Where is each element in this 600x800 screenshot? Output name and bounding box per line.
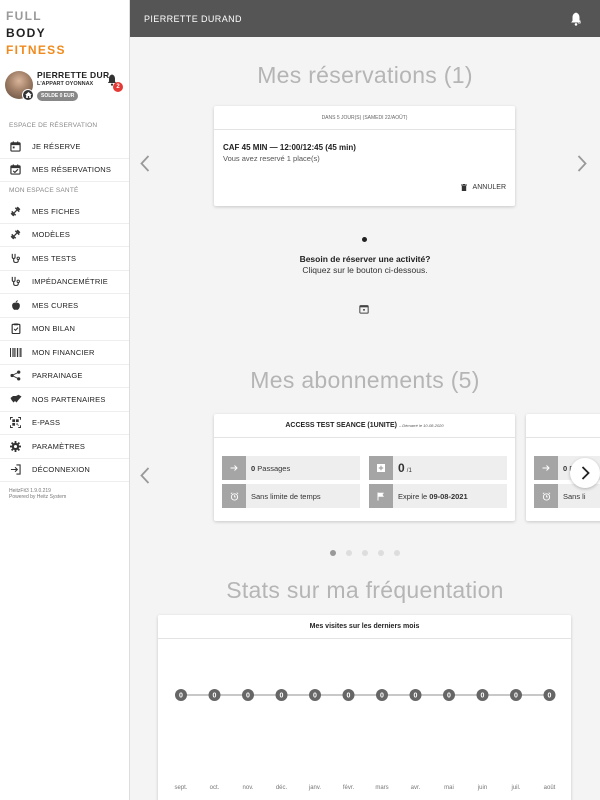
sidebar-item-label: PARAMÈTRES	[32, 441, 86, 451]
alarm-clock-icon	[222, 484, 246, 508]
need-reservation-title: Besoin de réserver une activité?	[299, 254, 431, 264]
pager-dot[interactable]	[362, 550, 368, 556]
notification-badge: 2	[113, 82, 123, 92]
alarm-clock-icon	[534, 484, 558, 508]
passages-value: 0	[563, 463, 568, 473]
data-label: 0	[179, 692, 183, 700]
passages-tile	[222, 456, 360, 480]
sidebar-item-label: MON FINANCIER	[32, 347, 95, 357]
reservation-card[interactable]	[214, 106, 515, 206]
sidebar-item-parrainage[interactable]	[0, 365, 129, 389]
calendar-icon	[9, 140, 22, 153]
sidebar-item-label: MES CURES	[32, 300, 79, 310]
x-tick-label: juin	[477, 785, 488, 791]
count-value: 0	[398, 461, 405, 475]
sidebar-item-impedancemetrie[interactable]	[0, 271, 129, 295]
need-reservation-subtitle: Cliquez sur le bouton ci-dessous.	[302, 265, 428, 275]
brand-line-2: BODY	[6, 26, 46, 40]
chevron-right-icon[interactable]	[577, 155, 587, 177]
topbar-notification-count: 0	[578, 20, 581, 26]
sidebar-item-label: NOS PARTENAIRES	[32, 394, 106, 404]
cancel-label: ANNULER	[472, 184, 506, 191]
profile-name: PIERRETTE DUR	[37, 70, 110, 80]
passages-label: Passages	[257, 463, 291, 473]
brand-line-1: FULL	[6, 9, 42, 23]
top-bar	[130, 0, 600, 37]
dumbbell-icon	[9, 205, 22, 218]
stats-card-title: Mes visites sur les derniers mois	[158, 615, 571, 639]
gear-icon	[9, 440, 22, 453]
count-total: /1	[406, 468, 412, 474]
x-tick-label: nov.	[242, 785, 254, 791]
handshake-icon	[9, 393, 22, 406]
sidebar-item-mes-reservations[interactable]	[0, 159, 129, 183]
data-label: 0	[547, 692, 552, 700]
reservations-title: Mes réservations (1)	[257, 62, 473, 88]
subscription-name: ACCESS TEST SEANCE (1UNITE)	[285, 422, 397, 429]
subscription-start-date: – Démarré le 10-08-2020	[398, 423, 444, 428]
main-content	[130, 37, 600, 800]
reservation-activity: CAF 45 MIN — 12:00/12:45 (45 min)	[223, 143, 356, 152]
x-tick-label: févr.	[342, 785, 355, 791]
powered-by: Powered by Heitz System	[9, 494, 67, 500]
sidebar-item-label: MES TESTS	[32, 253, 77, 263]
calendar-icon	[359, 304, 369, 314]
time-limit-label: Sans limite de temps	[251, 491, 321, 501]
pager-dot[interactable]	[346, 550, 352, 556]
share-icon	[9, 369, 22, 382]
x-tick-label: sept.	[174, 785, 188, 791]
x-tick-label: août	[543, 785, 556, 791]
data-label: 0	[413, 692, 418, 700]
data-label: 0	[514, 692, 518, 700]
calendar-check-icon	[9, 163, 22, 176]
carousel-dot[interactable]	[362, 237, 367, 242]
x-tick-label: oct.	[209, 785, 220, 791]
visits-chart	[158, 639, 571, 800]
arrow-right-icon	[222, 456, 246, 480]
stats-card	[158, 615, 571, 800]
data-label: 0	[480, 692, 485, 700]
brand-line-3: FITNESS	[6, 43, 66, 57]
time-limit-label: Sans li	[563, 491, 586, 501]
subscription-card[interactable]	[214, 414, 515, 521]
home-icon	[22, 89, 34, 101]
qrcode-icon	[9, 416, 22, 429]
pager-dot[interactable]	[378, 550, 384, 556]
next-subscription-button[interactable]	[570, 458, 600, 488]
stethoscope-icon	[9, 275, 22, 288]
time-limit-tile	[222, 484, 360, 508]
expire-tile	[369, 484, 507, 508]
sidebar-item-label: MODÈLES	[32, 230, 71, 240]
dumbbell-icon	[9, 228, 22, 241]
reservation-places: Vous avez reservé 1 place(s)	[223, 154, 320, 163]
apple-icon	[9, 299, 22, 312]
chevron-left-icon[interactable]	[140, 155, 150, 177]
expire-date: 09-08-2021	[429, 491, 468, 501]
expire-label: Expire le	[398, 491, 428, 501]
x-tick-label: avr.	[410, 785, 421, 791]
plus-box-icon	[369, 456, 393, 480]
data-label: 0	[212, 692, 217, 700]
topbar-user-name: PIERRETTE DURAND	[144, 14, 242, 24]
sidebar-item-label: IMPÉDANCEMÉTRIE	[32, 277, 108, 287]
flag-icon	[369, 484, 393, 508]
sidebar-item-parametres[interactable]	[0, 435, 129, 459]
section-sante: MON ESPACE SANTÉ	[9, 187, 79, 194]
sidebar-item-label: JE RÉSERVE	[32, 141, 81, 151]
logout-icon	[9, 463, 22, 476]
subscription-header	[214, 414, 515, 438]
sidebar-item-label: DÉCONNEXION	[32, 465, 91, 475]
time-limit-tile	[534, 484, 600, 508]
pager-dot[interactable]	[394, 550, 400, 556]
section-reservation: ESPACE DE RÉSERVATION	[9, 122, 98, 129]
stats-title: Stats sur ma fréquentation	[226, 577, 504, 603]
brand-logo	[0, 0, 129, 59]
x-tick-label: mars	[375, 785, 389, 791]
data-label: 0	[447, 692, 451, 700]
version-number: HeitzFit3 1.9.0.219	[9, 488, 51, 494]
passages-value: 0	[251, 463, 256, 473]
x-tick-label: déc.	[275, 785, 288, 791]
profile-block[interactable]	[0, 65, 129, 117]
data-label: 0	[313, 692, 317, 700]
sidebar-item-label: MES RÉSERVATIONS	[32, 165, 112, 175]
profile-club: L'APPART OYONNAX	[37, 81, 94, 87]
sidebar-item-mon-bilan[interactable]	[0, 318, 129, 342]
sidebar-item-deconnexion[interactable]	[0, 459, 129, 483]
pager-dot[interactable]	[330, 550, 336, 556]
balance-badge: SOLDE 0 EUR	[37, 91, 78, 101]
sidebar-item-label: PARRAINAGE	[32, 371, 83, 381]
chevron-right-icon	[581, 466, 590, 480]
sidebar-item-mes-tests[interactable]	[0, 247, 129, 271]
trash-icon	[461, 184, 467, 191]
sidebar-item-e-pass[interactable]	[0, 412, 129, 436]
data-label: 0	[346, 692, 351, 700]
sidebar-item-label: E-PASS	[32, 418, 61, 428]
x-tick-label: janv.	[308, 785, 322, 791]
data-label: 0	[279, 692, 284, 700]
sidebar-item-mes-cures[interactable]	[0, 294, 129, 318]
subscriptions-title: Mes abonnements (5)	[250, 367, 480, 393]
x-tick-label: mai	[444, 785, 454, 791]
sidebar-item-modeles[interactable]	[0, 224, 129, 248]
data-label: 0	[246, 692, 250, 700]
book-button[interactable]	[359, 301, 369, 319]
sidebar-item-label: MES FICHES	[32, 206, 80, 216]
sidebar-item-label: MON BILAN	[32, 324, 76, 334]
cancel-button[interactable]	[461, 184, 506, 191]
sidebar-item-nos-partenaires[interactable]	[0, 388, 129, 412]
reservation-date: DANS 5 JOUR(S) (SAMEDI 22/AOÛT)	[214, 106, 515, 130]
sidebar	[0, 0, 130, 800]
sidebar-item-mon-financier[interactable]	[0, 341, 129, 365]
x-tick-label: juil.	[511, 785, 521, 791]
data-label: 0	[380, 692, 384, 700]
chevron-left-icon[interactable]	[140, 467, 150, 489]
subscription-header	[526, 414, 600, 438]
arrow-right-icon	[534, 456, 558, 480]
version-info	[0, 482, 129, 500]
count-tile	[369, 456, 507, 480]
clipboard-icon	[9, 322, 22, 335]
barcode-icon	[9, 346, 22, 359]
sidebar-item-mes-fiches[interactable]	[0, 200, 129, 224]
stethoscope-icon	[9, 252, 22, 265]
sidebar-item-je-reserve[interactable]	[0, 135, 129, 159]
